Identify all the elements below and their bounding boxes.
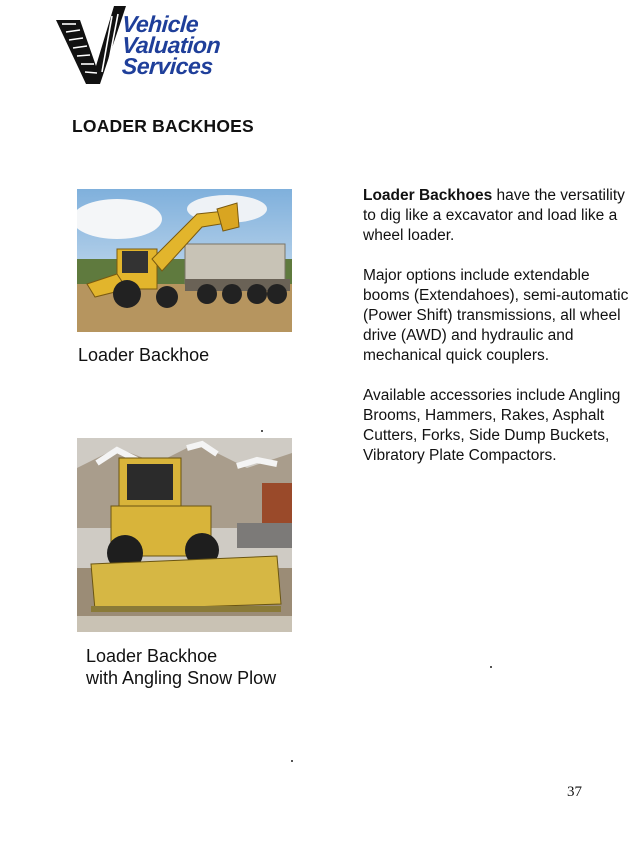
loader-backhoe-photo: [77, 189, 292, 332]
logo-line-valuation: Valuation: [121, 32, 222, 58]
stray-dot: [291, 760, 293, 762]
description-paragraph-2: Major options include extendable booms (Extendahoes), semi-automatic (Power Shift) transmissions, all wheel drive (AWD) and hydraulic and mechanical quick couplers.: [363, 267, 629, 364]
v-tire-mark-icon: [56, 6, 126, 88]
description-paragraph-3: Available accessories include Angling Brooms, Hammers, Rakes, Asphalt Cutters, Forks, Side Dump Buckets, Vibratory Plate Compactors.: [363, 387, 621, 464]
description-text: [363, 186, 633, 486]
loader-backhoe-snow-plow-photo: [77, 438, 292, 632]
caption-line-2: with Angling Snow Plow: [86, 668, 277, 688]
logo-line-services: Services: [121, 53, 214, 79]
description-p1-rest: have the versatility to dig like a excavator and load like a wheel loader.: [363, 187, 625, 244]
photo-caption-snow-plow: [86, 645, 276, 689]
page-number: 37: [567, 784, 582, 800]
logo-wordmark: [121, 11, 222, 79]
stray-dot: [261, 430, 263, 432]
caption-line-1: Loader Backhoe: [86, 646, 218, 666]
photo-caption-loader-backhoe: Loader Backhoe: [78, 345, 210, 365]
description-bold-term: Loader Backhoes: [363, 187, 493, 204]
company-logo: [56, 6, 246, 88]
description-paragraph-1: [363, 186, 633, 246]
logo-line-vehicle: Vehicle: [121, 11, 200, 37]
page-heading: LOADER BACKHOES: [72, 116, 254, 136]
stray-dot: [490, 666, 492, 668]
